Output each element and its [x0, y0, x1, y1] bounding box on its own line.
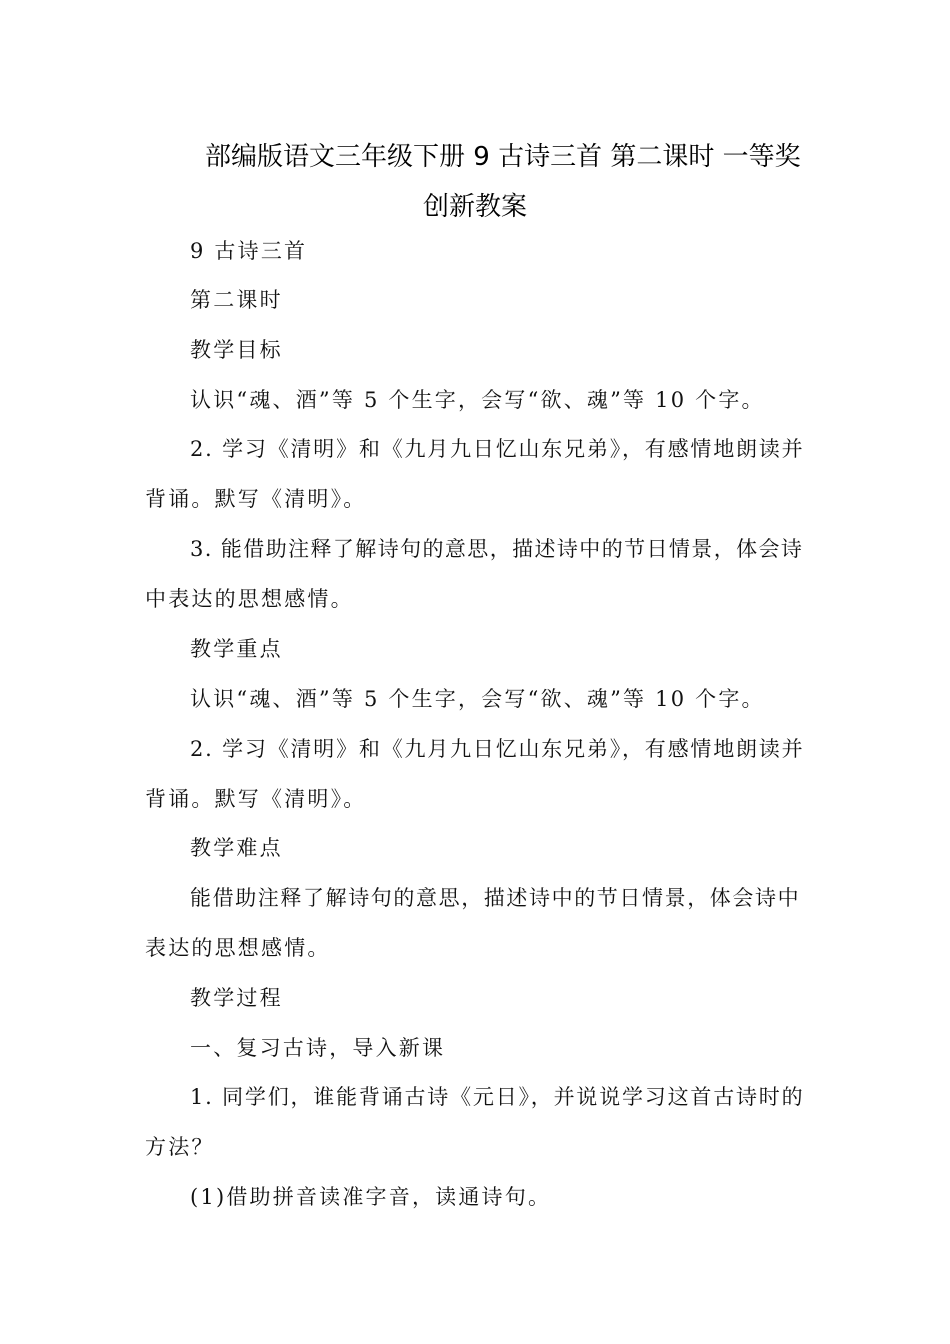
process-step-heading-1: 一、复习古诗，导入新课: [190, 1036, 446, 1060]
objective-item-1: 认识“魂、酒”等 5 个生字，会写“欲、魂”等 10 个字。: [190, 388, 765, 412]
document-title-line-2: 创新教案: [422, 192, 527, 222]
process-question-1-line-1: 1. 同学们，谁能背诵古诗《元日》，并说说学习这首古诗时的: [190, 1085, 805, 1109]
lesson-period-heading: 第二课时: [190, 288, 283, 312]
objective-item-2-line-2: 背诵。默写《清明》。: [145, 487, 367, 511]
key-point-item-1: 认识“魂、酒”等 5 个生字，会写“欲、魂”等 10 个字。: [190, 687, 765, 711]
objective-item-3-line-2: 中表达的思想感情。: [145, 587, 354, 611]
difficulty-item-line-2: 表达的思想感情。: [145, 936, 331, 960]
key-point-item-2-line-1: 2. 学习《清明》和《九月九日忆山东兄弟》，有感情地朗读并: [190, 737, 805, 761]
process-question-1-line-2: 方法？: [145, 1135, 215, 1159]
section-heading-key-points: 教学重点: [190, 637, 283, 661]
objective-item-2-line-1: 2. 学习《清明》和《九月九日忆山东兄弟》，有感情地朗读并: [190, 437, 805, 461]
section-heading-difficulties: 教学难点: [190, 836, 283, 860]
section-heading-objectives: 教学目标: [190, 338, 283, 362]
objective-item-3-line-1: 3. 能借助注释了解诗句的意思，描述诗中的节日情景，体会诗: [190, 537, 804, 561]
process-method-item-1: (1)借助拼音读准字音，读通诗句。: [190, 1185, 552, 1209]
key-point-item-2-line-2: 背诵。默写《清明》。: [145, 787, 367, 811]
difficulty-item-line-1: 能借助注释了解诗句的意思，描述诗中的节日情景，体会诗中: [190, 886, 801, 910]
document-title-line-1: 部编版语文三年级下册 9 古诗三首 第二课时 一等奖: [205, 142, 801, 172]
lesson-number-heading: 9 古诗三首: [190, 239, 308, 263]
section-heading-process: 教学过程: [190, 986, 283, 1010]
